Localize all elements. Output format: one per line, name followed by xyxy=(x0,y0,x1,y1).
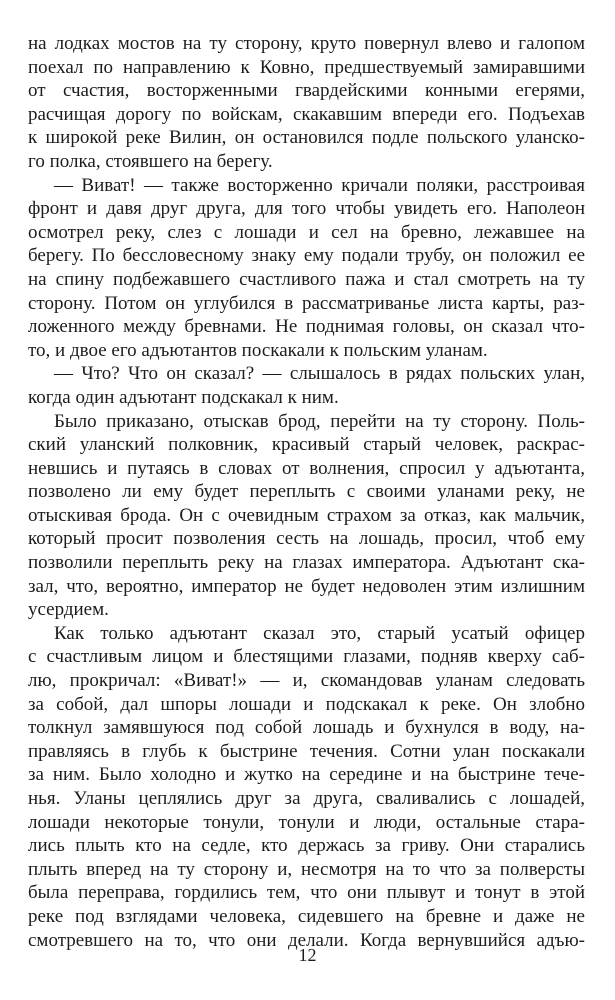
text-line: зал, что, вероятно, император не будет недоволен этим излишним xyxy=(28,575,585,597)
text-line: за собой, дал шпоры лошади и подскакал к реке. Он злобно xyxy=(28,693,585,715)
text-line: поехал по направлению к Ковно, предшествуемый замиравшими xyxy=(28,56,585,78)
text-line: Было приказано, отыскав брод, перейти на ту сторону. Поль- xyxy=(54,410,585,432)
text-line: сторону. Потом он углубился в рассматриванье листа карты, раз- xyxy=(28,292,585,314)
text-line: отыскивая брода. Он с очевидным страхом за отказ, как мальчик, xyxy=(28,504,585,526)
text-line: смотревшего на то, что они делали. Когда вернувшийся адъю- xyxy=(28,929,585,951)
text-line: от счастия, восторженными гвардейскими конными егерями, xyxy=(28,80,585,102)
text-line: фронт и давя друг друга, для того чтобы увидеть его. Наполеон xyxy=(28,198,585,220)
text-line: позволено ли ему будет переплыть с своими уланами реку, не xyxy=(28,481,585,503)
text-line: Как только адъютант сказал это, старый усатый офицер xyxy=(54,622,585,644)
text-line: то, и двое его адъютантов поскакали к польским уланам. xyxy=(28,339,488,361)
text-line: к широкой реке Вилин, он остановился подле польского уланско- xyxy=(28,127,585,149)
text-line: — Что? Что он сказал? — слышалось в рядах польских улан, xyxy=(54,363,585,385)
text-line: берегу. По бессловесному знаку ему подали трубу, он положил ее xyxy=(28,245,585,267)
text-line: го полка, стоявшего на берегу. xyxy=(28,150,273,172)
text-line: невшись и путаясь в словах от волнения, спросил у адъютанта, xyxy=(28,457,585,479)
text-line: с счастливым лицом и блестящими глазами, подняв кверху саб- xyxy=(28,646,585,668)
page-number: 12 xyxy=(298,945,317,965)
text-line: лись плыть кто на седле, кто держась за гриву. Они старались xyxy=(28,835,585,857)
text-line: ложенного между бревнами. Не поднимая головы, он сказал что- xyxy=(28,316,585,338)
text-line: реке под взглядами человека, сидевшего на бревне и даже не xyxy=(28,905,585,927)
text-line: лошади некоторые тонули, тонули и люди, остальные стара- xyxy=(28,811,585,833)
text-line: лю, прокричал: «Виват!» — и, скомандовав уланам следовать xyxy=(28,670,585,692)
text-line: на спину подбежавшего счастливого пажа и стал смотреть на ту xyxy=(28,268,585,290)
text-line: за ним. Было холодно и жутко на середине и на быстрине тече- xyxy=(28,764,585,786)
text-line: — Виват! — также восторженно кричали поляки, расстроивая xyxy=(54,174,585,196)
text-line: который просит позволения сесть на лошадь, просил, чтоб ему xyxy=(28,528,585,550)
text-line: на лодках мостов на ту сторону, круто повернул влево и галопом xyxy=(28,33,585,54)
text-line: была переправа, гордились тем, что они плывут и тонут в этой xyxy=(28,882,585,904)
text-line: осмотрел реку, слез с лошади и сел на бревно, лежавшее на xyxy=(28,221,585,243)
text-line: позволили переплыть реку на глазах императора. Адъютант ска- xyxy=(28,552,585,574)
text-line: нья. Уланы цеплялись друг за друга, сваливались с лошадей, xyxy=(28,788,585,809)
body-text xyxy=(28,32,585,952)
text-line: правляясь в глубь к быстрине течения. Сотни улан поскакали xyxy=(28,740,585,762)
text-line: плыть вперед на ту сторону и, несмотря на то что за полверсты xyxy=(28,858,585,880)
text-line: расчищая дорогу по войскам, скакавшим впереди его. Подъехав xyxy=(28,103,585,125)
text-line: ский уланский полковник, красивый старый человек, раскрас- xyxy=(28,434,585,456)
text-line: когда один адъютант подскакал к ним. xyxy=(28,386,339,408)
text-line: толкнул замявшуюся под собой лошадь и бухнулся в воду, на- xyxy=(28,717,585,739)
text-line: усердием. xyxy=(28,599,109,621)
